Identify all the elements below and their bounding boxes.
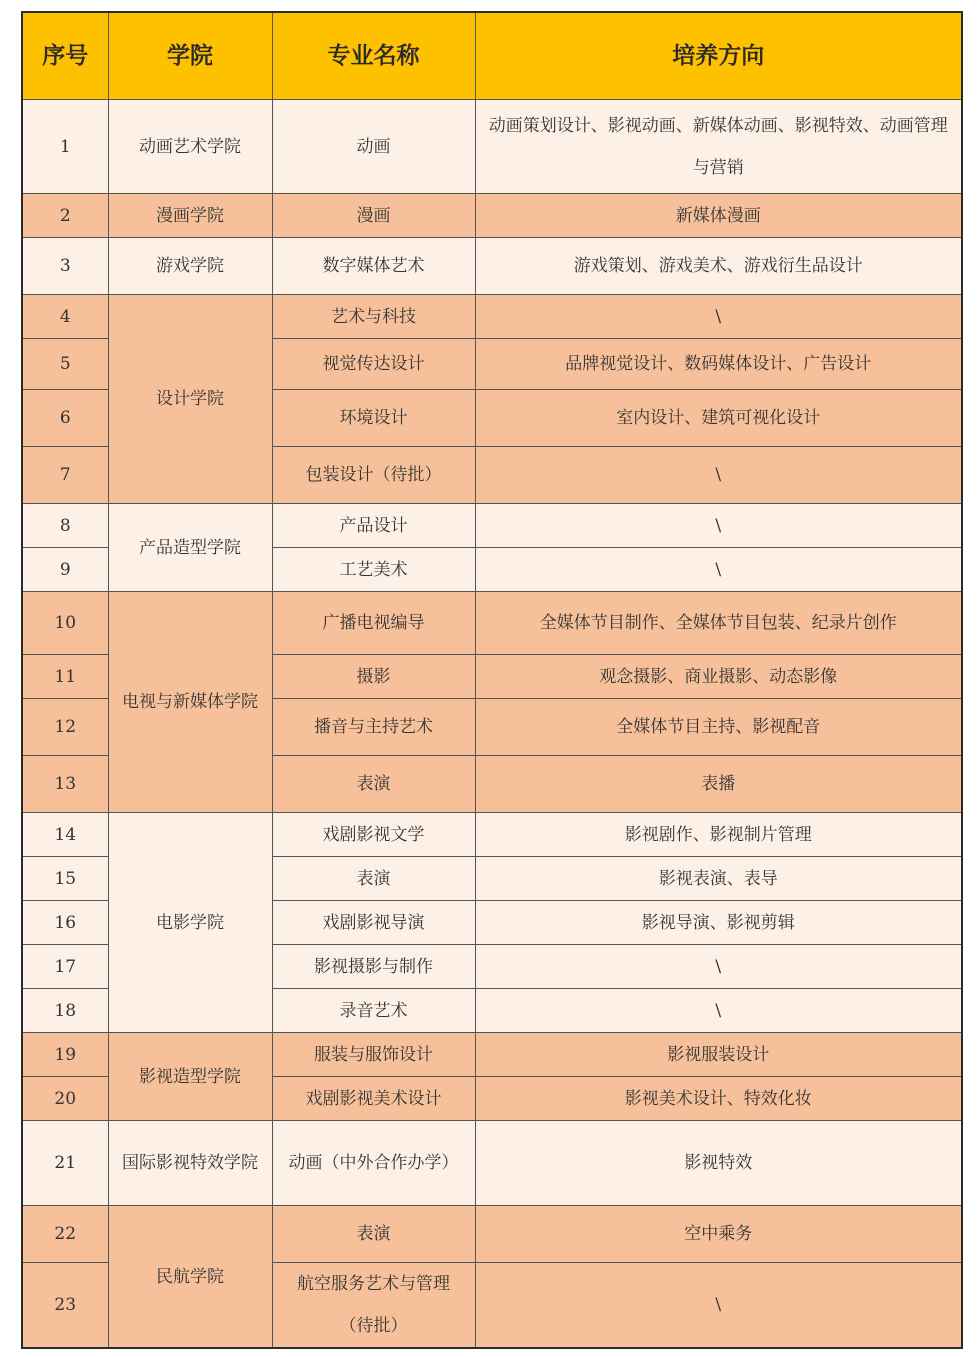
training-direction: \: [475, 447, 962, 504]
training-direction: 空中乘务: [475, 1206, 962, 1263]
major-name: 广播电视编导: [272, 592, 475, 655]
training-direction: 品牌视觉设计、数码媒体设计、广告设计: [475, 339, 962, 390]
major-name: 摄影: [272, 655, 475, 699]
header-major: 专业名称: [272, 12, 475, 100]
row-number: 5: [22, 339, 108, 390]
training-direction: 新媒体漫画: [475, 194, 962, 238]
major-name: 视觉传达设计: [272, 339, 475, 390]
training-direction: \: [475, 1263, 962, 1349]
major-name: 戏剧影视导演: [272, 901, 475, 945]
row-number: 7: [22, 447, 108, 504]
major-name: 播音与主持艺术: [272, 699, 475, 756]
row-number: 4: [22, 295, 108, 339]
training-direction: 游戏策划、游戏美术、游戏衍生品设计: [475, 238, 962, 295]
training-direction: 影视表演、表导: [475, 857, 962, 901]
row-number: 14: [22, 813, 108, 857]
row-number: 22: [22, 1206, 108, 1263]
table-row: [22, 194, 962, 238]
major-name: 产品设计: [272, 504, 475, 548]
college-name: 民航学院: [108, 1206, 272, 1349]
training-direction: 表播: [475, 756, 962, 813]
major-name: 录音艺术: [272, 989, 475, 1033]
major-name: 航空服务艺术与管理（待批）: [272, 1263, 475, 1349]
training-direction: 全媒体节目主持、影视配音: [475, 699, 962, 756]
table-row: [22, 813, 962, 857]
row-number: 19: [22, 1033, 108, 1077]
training-direction: 影视导演、影视剪辑: [475, 901, 962, 945]
major-name: 漫画: [272, 194, 475, 238]
major-name: 动画: [272, 100, 475, 194]
training-direction: 动画策划设计、影视动画、新媒体动画、影视特效、动画管理与营销: [475, 100, 962, 194]
training-direction: \: [475, 295, 962, 339]
major-name: 环境设计: [272, 390, 475, 447]
row-number: 20: [22, 1077, 108, 1121]
row-number: 2: [22, 194, 108, 238]
major-name: 动画（中外合作办学）: [272, 1121, 475, 1206]
major-name: 表演: [272, 1206, 475, 1263]
college-name: 国际影视特效学院: [108, 1121, 272, 1206]
training-direction: 观念摄影、商业摄影、动态影像: [475, 655, 962, 699]
training-direction: 影视特效: [475, 1121, 962, 1206]
header-number: 序号: [22, 12, 108, 100]
table-row: [22, 1206, 962, 1263]
major-name: 表演: [272, 756, 475, 813]
college-name: 设计学院: [108, 295, 272, 504]
table-row: [22, 238, 962, 295]
row-number: 18: [22, 989, 108, 1033]
major-name: 表演: [272, 857, 475, 901]
table-row: [22, 100, 962, 194]
training-direction: \: [475, 989, 962, 1033]
training-direction: 全媒体节目制作、全媒体节目包装、纪录片创作: [475, 592, 962, 655]
row-number: 11: [22, 655, 108, 699]
row-number: 10: [22, 592, 108, 655]
college-name: 电视与新媒体学院: [108, 592, 272, 813]
training-direction: 影视服装设计: [475, 1033, 962, 1077]
college-name: 影视造型学院: [108, 1033, 272, 1121]
college-name: 漫画学院: [108, 194, 272, 238]
row-number: 12: [22, 699, 108, 756]
training-direction: \: [475, 945, 962, 989]
majors-table: [21, 11, 963, 1349]
college-name: 产品造型学院: [108, 504, 272, 592]
row-number: 3: [22, 238, 108, 295]
training-direction: \: [475, 548, 962, 592]
college-name: 游戏学院: [108, 238, 272, 295]
major-name: 工艺美术: [272, 548, 475, 592]
table-row: [22, 1033, 962, 1077]
major-name: 戏剧影视美术设计: [272, 1077, 475, 1121]
row-number: 8: [22, 504, 108, 548]
table-row: [22, 1121, 962, 1206]
row-number: 16: [22, 901, 108, 945]
training-direction: \: [475, 504, 962, 548]
major-name: 戏剧影视文学: [272, 813, 475, 857]
major-name: 包装设计（待批）: [272, 447, 475, 504]
row-number: 9: [22, 548, 108, 592]
major-name: 数字媒体艺术: [272, 238, 475, 295]
table-row: [22, 295, 962, 339]
table-row: [22, 504, 962, 548]
major-name: 服装与服饰设计: [272, 1033, 475, 1077]
row-number: 1: [22, 100, 108, 194]
training-direction: 影视美术设计、特效化妆: [475, 1077, 962, 1121]
row-number: 13: [22, 756, 108, 813]
training-direction: 室内设计、建筑可视化设计: [475, 390, 962, 447]
row-number: 21: [22, 1121, 108, 1206]
major-name: 艺术与科技: [272, 295, 475, 339]
row-number: 17: [22, 945, 108, 989]
table-header-row: [22, 12, 962, 100]
header-college: 学院: [108, 12, 272, 100]
row-number: 6: [22, 390, 108, 447]
college-name: 动画艺术学院: [108, 100, 272, 194]
major-name: 影视摄影与制作: [272, 945, 475, 989]
training-direction: 影视剧作、影视制片管理: [475, 813, 962, 857]
table-row: [22, 592, 962, 655]
header-direction: 培养方向: [475, 12, 962, 100]
college-name: 电影学院: [108, 813, 272, 1033]
row-number: 15: [22, 857, 108, 901]
row-number: 23: [22, 1263, 108, 1349]
